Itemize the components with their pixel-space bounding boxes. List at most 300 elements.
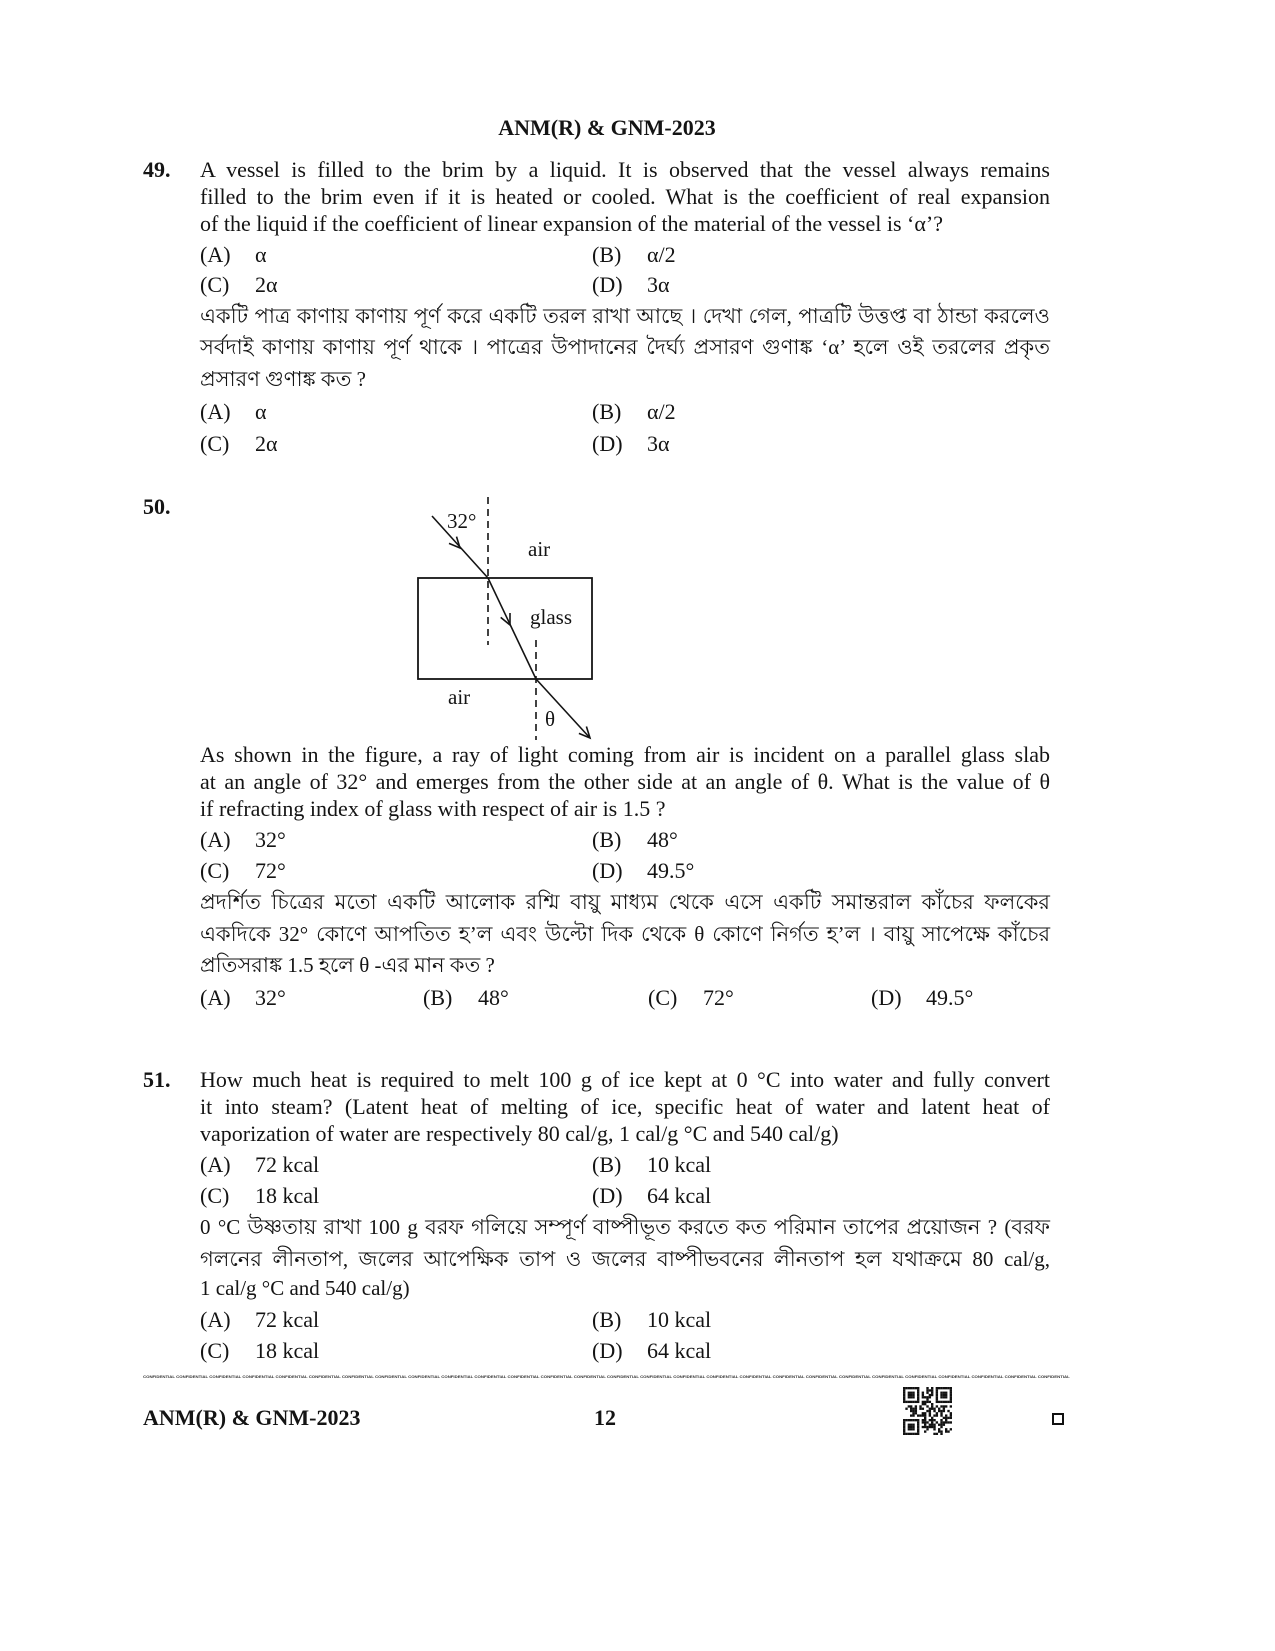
option-b bbox=[592, 241, 676, 268]
qr-module bbox=[943, 1410, 945, 1412]
option-d bbox=[592, 1182, 711, 1209]
qr-module bbox=[910, 1401, 912, 1403]
qr-module bbox=[917, 1421, 919, 1423]
qr-module bbox=[917, 1428, 919, 1430]
option-value: 2α bbox=[255, 431, 278, 456]
qr-module bbox=[910, 1426, 912, 1428]
qr-module bbox=[945, 1387, 947, 1389]
qr-module bbox=[950, 1396, 952, 1398]
qr-module bbox=[926, 1392, 928, 1394]
qr-module bbox=[940, 1421, 942, 1423]
qr-module bbox=[910, 1405, 912, 1407]
question-text-line: How much heat is required to melt 100 g of ice kept at 0 °C into water and fully convert bbox=[200, 1067, 1050, 1092]
qr-module bbox=[912, 1396, 914, 1398]
qr-module bbox=[926, 1387, 928, 1389]
qr-module bbox=[950, 1405, 952, 1407]
qr-module bbox=[917, 1398, 919, 1400]
option-a bbox=[200, 398, 267, 425]
qr-module bbox=[945, 1428, 947, 1430]
bengali-text-line: সর্বদাই কাণায় কাণায় পূর্ণ থাকে । পাত্রের উপাদানের দৈর্ঘ্য প্রসারণ গুণাঙ্ক ‘α’ হলে ওই তরলের প্রকৃত bbox=[200, 335, 1050, 359]
qr-module bbox=[931, 1408, 933, 1410]
qr-module bbox=[940, 1396, 942, 1398]
emergent-angle-label: θ bbox=[545, 707, 556, 731]
option-value: 48° bbox=[647, 827, 678, 852]
qr-module bbox=[936, 1401, 938, 1403]
qr-module bbox=[903, 1398, 905, 1400]
question-text-line: it into steam? (Latent heat of melting of ice, specific heat of water and latent heat of bbox=[200, 1094, 1050, 1119]
qr-module bbox=[943, 1408, 945, 1410]
qr-module bbox=[912, 1401, 914, 1403]
qr-module bbox=[931, 1421, 933, 1423]
qr-module bbox=[908, 1387, 910, 1389]
question-text-line: of the liquid if the coefficient of linear expansion of the material of the vessel is ‘α’? bbox=[200, 211, 943, 236]
qr-module bbox=[905, 1433, 907, 1435]
option-c bbox=[648, 984, 734, 1011]
option-label: (B) bbox=[592, 1152, 622, 1177]
qr-module bbox=[922, 1401, 924, 1403]
qr-module bbox=[910, 1414, 912, 1416]
qr-module bbox=[940, 1430, 942, 1432]
qr-module bbox=[938, 1424, 940, 1426]
qr-module bbox=[945, 1394, 947, 1396]
qr-module bbox=[910, 1387, 912, 1389]
qr-module bbox=[938, 1408, 940, 1410]
qr-module bbox=[945, 1417, 947, 1419]
bengali-text-line: প্রতিসরাঙ্ক 1.5 হলে θ -এর মান কত ? bbox=[200, 953, 495, 977]
qr-module bbox=[910, 1392, 912, 1394]
qr-module bbox=[922, 1412, 924, 1414]
qr-module bbox=[945, 1396, 947, 1398]
bengali-text-line: 0 °C উষ্ণতায় রাখা 100 g বরফ গলিয়ে সম্পূর্ণ বাষ্পীভূত করতে কত পরিমান তাপের প্রয়োজন ? (বরফ bbox=[200, 1215, 1050, 1239]
option-label: (B) bbox=[592, 242, 622, 267]
option-label: (A) bbox=[200, 1152, 231, 1177]
qr-module bbox=[917, 1389, 919, 1391]
option-value: α/2 bbox=[647, 399, 676, 424]
qr-module bbox=[924, 1417, 926, 1419]
option-value: 64 kcal bbox=[647, 1338, 712, 1363]
qr-module bbox=[910, 1408, 912, 1410]
qr-module bbox=[933, 1426, 935, 1428]
qr-module bbox=[929, 1412, 931, 1414]
qr-module bbox=[950, 1387, 952, 1389]
qr-module bbox=[912, 1410, 914, 1412]
option-c bbox=[200, 430, 278, 457]
qr-module bbox=[933, 1408, 935, 1410]
qr-module bbox=[903, 1421, 905, 1423]
qr-module bbox=[917, 1424, 919, 1426]
qr-module bbox=[917, 1392, 919, 1394]
qr-module bbox=[936, 1412, 938, 1414]
qr-module bbox=[940, 1401, 942, 1403]
qr-module bbox=[950, 1417, 952, 1419]
qr-module bbox=[940, 1414, 942, 1416]
qr-module bbox=[936, 1389, 938, 1391]
qr-module bbox=[917, 1396, 919, 1398]
qr-module bbox=[912, 1426, 914, 1428]
option-c bbox=[200, 1182, 319, 1209]
option-value: 49.5° bbox=[926, 985, 974, 1010]
qr-module bbox=[936, 1398, 938, 1400]
qr-module bbox=[943, 1421, 945, 1423]
qr-module bbox=[917, 1394, 919, 1396]
qr-module bbox=[940, 1426, 942, 1428]
page-number: 12 bbox=[594, 1405, 616, 1430]
qr-module bbox=[929, 1426, 931, 1428]
qr-module bbox=[938, 1410, 940, 1412]
qr-module bbox=[908, 1424, 910, 1426]
question-text-line: As shown in the figure, a ray of light coming from air is incident on a parallel glass slab bbox=[200, 742, 1050, 767]
option-a bbox=[200, 826, 286, 853]
qr-module bbox=[931, 1417, 933, 1419]
qr-module bbox=[943, 1394, 945, 1396]
qr-module bbox=[903, 1396, 905, 1398]
qr-module bbox=[950, 1428, 952, 1430]
option-value: 32° bbox=[255, 985, 286, 1010]
qr-module bbox=[931, 1389, 933, 1391]
option-label: (C) bbox=[200, 1338, 230, 1363]
qr-module bbox=[924, 1396, 926, 1398]
option-d bbox=[592, 430, 670, 457]
qr-module bbox=[936, 1387, 938, 1389]
question-text-line: filled to the brim even if it is heated or cooled. What is the coefficient of real expansion bbox=[200, 184, 1050, 209]
qr-module bbox=[936, 1421, 938, 1423]
qr-module bbox=[908, 1401, 910, 1403]
qr-module bbox=[929, 1396, 931, 1398]
option-b bbox=[423, 984, 509, 1011]
qr-module bbox=[929, 1424, 931, 1426]
option-value: 2α bbox=[255, 272, 278, 297]
qr-module bbox=[947, 1387, 949, 1389]
qr-module bbox=[950, 1389, 952, 1391]
qr-module bbox=[915, 1401, 917, 1403]
qr-module bbox=[924, 1421, 926, 1423]
qr-module bbox=[912, 1408, 914, 1410]
qr-module bbox=[940, 1412, 942, 1414]
qr-module bbox=[912, 1419, 914, 1421]
qr-module bbox=[945, 1405, 947, 1407]
option-label: (A) bbox=[200, 827, 231, 852]
qr-module bbox=[917, 1401, 919, 1403]
qr-module bbox=[929, 1401, 931, 1403]
qr-module bbox=[950, 1398, 952, 1400]
qr-module bbox=[905, 1401, 907, 1403]
qr-module bbox=[922, 1394, 924, 1396]
qr-module bbox=[940, 1387, 942, 1389]
qr-module bbox=[912, 1428, 914, 1430]
qr-module bbox=[924, 1419, 926, 1421]
option-d bbox=[871, 984, 973, 1011]
option-label: (B) bbox=[592, 827, 622, 852]
qr-module bbox=[912, 1387, 914, 1389]
option-value: 10 kcal bbox=[647, 1152, 712, 1177]
qr-module bbox=[929, 1414, 931, 1416]
footer-title: ANM(R) & GNM-2023 bbox=[143, 1405, 361, 1430]
upper-medium-label: air bbox=[528, 537, 551, 561]
qr-module bbox=[910, 1428, 912, 1430]
qr-module bbox=[922, 1419, 924, 1421]
option-label: (D) bbox=[592, 1338, 623, 1363]
option-d bbox=[592, 857, 694, 884]
qr-module bbox=[908, 1433, 910, 1435]
qr-module bbox=[912, 1394, 914, 1396]
option-a bbox=[200, 984, 286, 1011]
option-value: 10 kcal bbox=[647, 1307, 712, 1332]
qr-module bbox=[931, 1392, 933, 1394]
qr-module bbox=[943, 1387, 945, 1389]
qr-module bbox=[922, 1396, 924, 1398]
option-label: (D) bbox=[592, 1183, 623, 1208]
option-d bbox=[592, 271, 670, 298]
qr-module bbox=[905, 1419, 907, 1421]
incident-angle-label: 32° bbox=[447, 509, 477, 533]
qr-module bbox=[943, 1401, 945, 1403]
option-value: α bbox=[255, 399, 267, 424]
qr-module bbox=[940, 1419, 942, 1421]
qr-module bbox=[917, 1414, 919, 1416]
option-value: 72 kcal bbox=[255, 1152, 320, 1177]
qr-module bbox=[924, 1430, 926, 1432]
option-a bbox=[200, 241, 267, 268]
qr-module bbox=[903, 1419, 905, 1421]
qr-module bbox=[908, 1426, 910, 1428]
qr-module bbox=[940, 1433, 942, 1435]
option-value: 72° bbox=[703, 985, 734, 1010]
qr-module bbox=[940, 1392, 942, 1394]
qr-module bbox=[950, 1401, 952, 1403]
qr-module bbox=[912, 1433, 914, 1435]
qr-module bbox=[926, 1396, 928, 1398]
qr-module bbox=[903, 1401, 905, 1403]
qr-module bbox=[910, 1424, 912, 1426]
bengali-text-line: গলনের লীনতাপ, জলের আপেক্ষিক তাপ ও জলের বাষ্পীভবনের লীনতাপ হল যথাক্রমে 80 cal/g, bbox=[200, 1247, 1050, 1271]
qr-module bbox=[910, 1433, 912, 1435]
qr-module bbox=[938, 1428, 940, 1430]
qr-module bbox=[908, 1392, 910, 1394]
qr-module bbox=[908, 1428, 910, 1430]
qr-module bbox=[947, 1417, 949, 1419]
qr-module bbox=[936, 1396, 938, 1398]
option-value: 3α bbox=[647, 272, 670, 297]
question-number: 49. bbox=[143, 157, 171, 182]
qr-module bbox=[933, 1428, 935, 1430]
bengali-text-line: একদিকে 32° কোণে আপতিত হ’ল এবং উল্টো দিক থেকে θ কোণে নির্গত হ’ল । বায়ু সাপেক্ষে কাঁচের bbox=[200, 922, 1050, 946]
bengali-text-line: একটি পাত্র কাণায় কাণায় পূর্ণ করে একটি তরল রাখা আছে । দেখা গেল, পাত্রটি উত্তপ্ত বা ঠান্ডা করলেও bbox=[200, 304, 1050, 328]
option-label: (A) bbox=[200, 399, 231, 424]
qr-module bbox=[912, 1414, 914, 1416]
qr-module bbox=[903, 1424, 905, 1426]
option-c bbox=[200, 1337, 319, 1364]
qr-module bbox=[910, 1394, 912, 1396]
qr-module bbox=[926, 1389, 928, 1391]
option-value: 32° bbox=[255, 827, 286, 852]
question-text-line: at an angle of 32° and emerges from the other side at an angle of θ. What is the value of θ bbox=[200, 769, 1050, 794]
option-b bbox=[592, 826, 678, 853]
question-text-line: if refracting index of glass with respect of air is 1.5 ? bbox=[200, 796, 666, 821]
qr-module bbox=[919, 1408, 921, 1410]
qr-module bbox=[931, 1387, 933, 1389]
qr-module bbox=[917, 1387, 919, 1389]
qr-module bbox=[938, 1387, 940, 1389]
qr-module bbox=[922, 1414, 924, 1416]
qr-module bbox=[933, 1414, 935, 1416]
qr-module bbox=[943, 1396, 945, 1398]
qr-module bbox=[936, 1392, 938, 1394]
option-label: (B) bbox=[592, 399, 622, 424]
option-b bbox=[592, 1151, 711, 1178]
qr-module bbox=[936, 1394, 938, 1396]
qr-module bbox=[945, 1430, 947, 1432]
question-text-line: vaporization of water are respectively 80 cal/g, 1 cal/g °C and 540 cal/g) bbox=[200, 1121, 839, 1146]
question-number: 51. bbox=[143, 1067, 171, 1092]
qr-code bbox=[903, 1387, 952, 1435]
qr-module bbox=[926, 1405, 928, 1407]
qr-module bbox=[919, 1405, 921, 1407]
qr-module bbox=[917, 1430, 919, 1432]
option-a bbox=[200, 1306, 319, 1333]
qr-module bbox=[936, 1433, 938, 1435]
qr-module bbox=[924, 1426, 926, 1428]
qr-module bbox=[940, 1410, 942, 1412]
qr-module bbox=[938, 1430, 940, 1432]
qr-module bbox=[950, 1394, 952, 1396]
qr-module bbox=[915, 1387, 917, 1389]
option-value: α bbox=[255, 242, 267, 267]
qr-module bbox=[908, 1405, 910, 1407]
qr-module bbox=[910, 1419, 912, 1421]
qr-module bbox=[933, 1419, 935, 1421]
qr-module bbox=[931, 1394, 933, 1396]
refraction-diagram bbox=[405, 490, 605, 742]
qr-module bbox=[917, 1419, 919, 1421]
option-label: (C) bbox=[200, 1183, 230, 1208]
option-label: (C) bbox=[648, 985, 678, 1010]
qr-module bbox=[926, 1428, 928, 1430]
option-b bbox=[592, 398, 676, 425]
qr-module bbox=[929, 1389, 931, 1391]
page-marker-square bbox=[1052, 1413, 1064, 1425]
qr-module bbox=[926, 1398, 928, 1400]
qr-module bbox=[943, 1417, 945, 1419]
qr-module bbox=[908, 1419, 910, 1421]
qr-module bbox=[947, 1401, 949, 1403]
qr-module bbox=[903, 1430, 905, 1432]
qr-module bbox=[943, 1405, 945, 1407]
option-value: 72 kcal bbox=[255, 1307, 320, 1332]
qr-module bbox=[908, 1394, 910, 1396]
option-label: (D) bbox=[592, 431, 623, 456]
qr-module bbox=[903, 1426, 905, 1428]
page-header-title: ANM(R) & GNM-2023 bbox=[498, 115, 716, 140]
qr-module bbox=[915, 1412, 917, 1414]
qr-module bbox=[931, 1405, 933, 1407]
qr-module bbox=[924, 1401, 926, 1403]
qr-module bbox=[915, 1419, 917, 1421]
option-label: (C) bbox=[200, 431, 230, 456]
qr-module bbox=[929, 1408, 931, 1410]
qr-module bbox=[912, 1392, 914, 1394]
qr-module bbox=[929, 1410, 931, 1412]
qr-module bbox=[922, 1408, 924, 1410]
option-a bbox=[200, 1151, 319, 1178]
option-label: (C) bbox=[200, 858, 230, 883]
qr-module bbox=[943, 1392, 945, 1394]
qr-module bbox=[940, 1424, 942, 1426]
qr-module bbox=[926, 1426, 928, 1428]
qr-module bbox=[943, 1424, 945, 1426]
refracted-ray bbox=[488, 578, 536, 679]
qr-module bbox=[945, 1419, 947, 1421]
option-value: 18 kcal bbox=[255, 1183, 320, 1208]
qr-module bbox=[931, 1426, 933, 1428]
option-c bbox=[200, 271, 278, 298]
qr-module bbox=[950, 1412, 952, 1414]
bengali-text-line: 1 cal/g °C and 540 cal/g) bbox=[200, 1276, 410, 1300]
option-d bbox=[592, 1337, 711, 1364]
option-label: (B) bbox=[423, 985, 453, 1010]
qr-module bbox=[912, 1424, 914, 1426]
qr-module bbox=[940, 1394, 942, 1396]
bengali-text-line: প্রদর্শিত চিত্রের মতো একটি আলোক রশ্মি বায়ু মাধ্যম থেকে এসে একটি সমান্তরাল কাঁচের ফলকের bbox=[200, 890, 1050, 914]
option-value: 64 kcal bbox=[647, 1183, 712, 1208]
qr-module bbox=[905, 1387, 907, 1389]
option-value: 72° bbox=[255, 858, 286, 883]
qr-module bbox=[950, 1421, 952, 1423]
qr-module bbox=[945, 1421, 947, 1423]
qr-module bbox=[917, 1433, 919, 1435]
confidential-strip: CONFIDENTIAL CONFIDENTIAL CONFIDENTIAL CONFIDENTIAL CONFIDENTIAL CONFIDENTIAL CONFIDENTIAL CONFIDENTIAL CONFIDENTIAL CONFIDENTIAL CONFIDENTIAL CONFIDENTIAL CONFIDENTIAL CONFIDENTIAL CONFIDENTIAL CONFIDENTIAL CONFIDENTIAL CONFIDENTIAL CONFIDENTIAL CONFIDENTIAL CONFIDENTIAL CONFIDENTIAL CONFIDENTIAL CONFIDENTIAL CONFIDENTIAL CONFIDENTIAL CONFIDENTIAL CONFIDENTIAL bbox=[143, 1374, 1070, 1379]
bengali-text-line: প্রসারণ গুণাঙ্ক কত ? bbox=[200, 367, 366, 391]
option-label: (B) bbox=[592, 1307, 622, 1332]
qr-module bbox=[945, 1392, 947, 1394]
qr-module bbox=[945, 1414, 947, 1416]
qr-module bbox=[915, 1433, 917, 1435]
qr-module bbox=[915, 1408, 917, 1410]
qr-module bbox=[931, 1419, 933, 1421]
qr-module bbox=[926, 1410, 928, 1412]
qr-module bbox=[931, 1424, 933, 1426]
question-number: 50. bbox=[143, 494, 171, 519]
qr-module bbox=[926, 1401, 928, 1403]
question-text-line: A vessel is filled to the brim by a liquid. It is observed that the vessel always remains bbox=[200, 157, 1050, 182]
option-label: (A) bbox=[200, 1307, 231, 1332]
option-label: (C) bbox=[200, 272, 230, 297]
qr-module bbox=[903, 1387, 905, 1389]
qr-module bbox=[919, 1414, 921, 1416]
qr-module bbox=[915, 1405, 917, 1407]
qr-module bbox=[910, 1410, 912, 1412]
qr-module bbox=[950, 1414, 952, 1416]
qr-module bbox=[917, 1426, 919, 1428]
slab-medium-label: glass bbox=[530, 605, 572, 629]
qr-module bbox=[924, 1424, 926, 1426]
option-label: (A) bbox=[200, 242, 231, 267]
option-label: (A) bbox=[200, 985, 231, 1010]
qr-module bbox=[903, 1428, 905, 1430]
lower-medium-label: air bbox=[448, 685, 471, 709]
qr-module bbox=[938, 1401, 940, 1403]
qr-module bbox=[915, 1410, 917, 1412]
qr-module bbox=[929, 1419, 931, 1421]
qr-module bbox=[929, 1394, 931, 1396]
option-value: 18 kcal bbox=[255, 1338, 320, 1363]
qr-module bbox=[905, 1408, 907, 1410]
option-value: 3α bbox=[647, 431, 670, 456]
qr-module bbox=[903, 1392, 905, 1394]
option-value: 48° bbox=[478, 985, 509, 1010]
qr-module bbox=[922, 1426, 924, 1428]
option-value: α/2 bbox=[647, 242, 676, 267]
qr-module bbox=[947, 1410, 949, 1412]
